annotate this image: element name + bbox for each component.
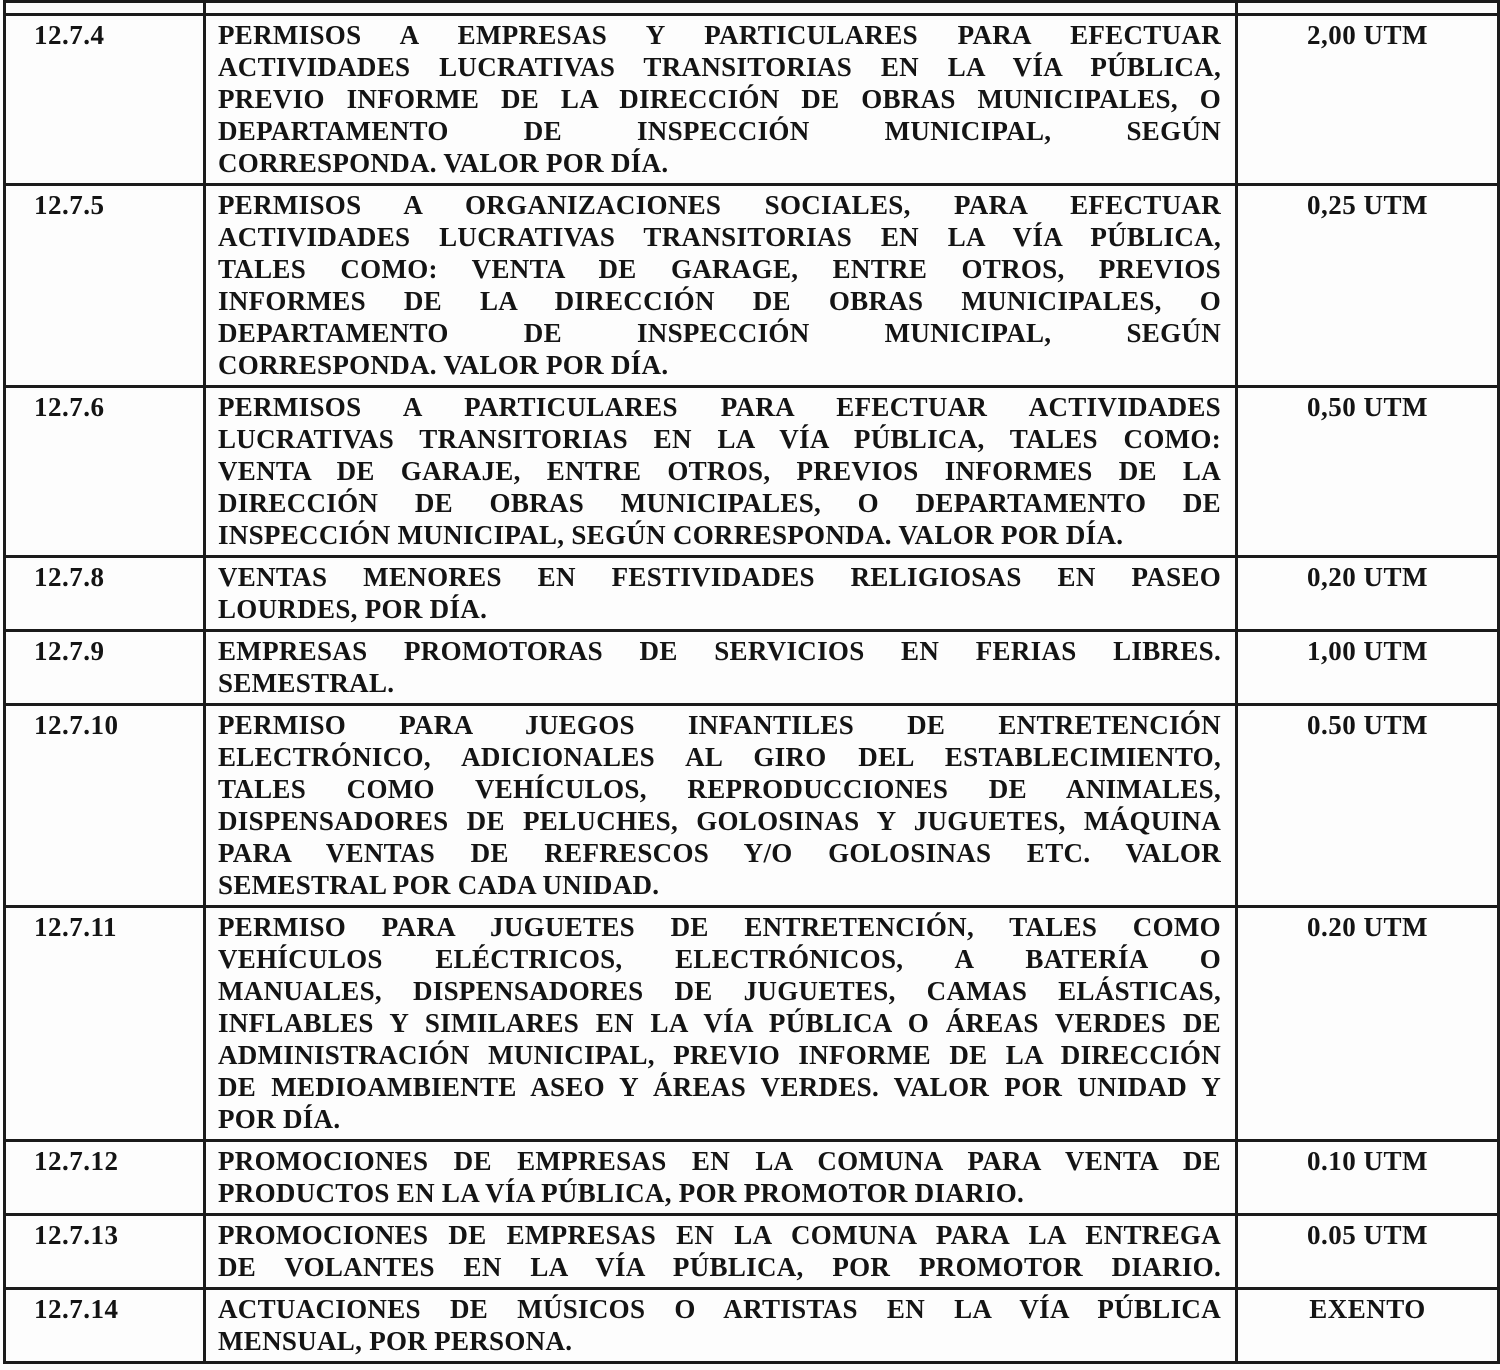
description-line: SEMESTRAL POR CADA UNIDAD. (218, 870, 660, 900)
code-cell: 12.7.8 (5, 557, 205, 631)
code-cell: 12.7.12 (5, 1141, 205, 1215)
description-line: PERMISOS A EMPRESAS Y PARTICULARES PARA EFECTUAR (218, 20, 1221, 50)
tariff-table (3, 0, 1500, 1364)
value-cell: 0,50 UTM (1237, 387, 1499, 557)
description-line: ELECTRÓNICO, ADICIONALES AL GIRO DEL ESTABLECIMIENTO, (218, 742, 1221, 772)
description-line: SEMESTRAL. (218, 668, 395, 698)
description-line: ACTUACIONES DE MÚSICOS O ARTISTAS EN LA VÍA PÚBLICA (218, 1294, 1221, 1324)
description-line: ACTIVIDADES LUCRATIVAS TRANSITORIAS EN LA VÍA PÚBLICA, (218, 222, 1221, 252)
description-line: DIRECCIÓN DE OBRAS MUNICIPALES, O DEPARTAMENTO DE (218, 488, 1221, 518)
description-line: PERMISO PARA JUEGOS INFANTILES DE ENTRETENCIÓN (218, 710, 1221, 740)
description-line: VEHÍCULOS ELÉCTRICOS, ELECTRÓNICOS, A BATERÍA O (218, 944, 1221, 974)
value-cell: 0,20 UTM (1237, 557, 1499, 631)
description-line: TALES COMO VEHÍCULOS, REPRODUCCIONES DE ANIMALES, (218, 774, 1221, 804)
description-cell (205, 1215, 1237, 1289)
description-line: INFORMES DE LA DIRECCIÓN DE OBRAS MUNICIPALES, O (218, 286, 1221, 316)
description-line: CORRESPONDA. VALOR POR DÍA. (218, 350, 669, 380)
description-line: PERMISOS A PARTICULARES PARA EFECTUAR ACTIVIDADES (218, 392, 1221, 422)
description-line: VENTA DE GARAJE, ENTRE OTROS, PREVIOS INFORMES DE LA (218, 456, 1221, 486)
table-row-fragment (5, 2, 1499, 15)
description-line: CORRESPONDA. VALOR POR DÍA. (218, 148, 669, 178)
code-cell: 12.7.11 (5, 907, 205, 1141)
description-line: POR DÍA. (218, 1104, 341, 1134)
description-line: DE MEDIOAMBIENTE ASEO Y ÁREAS VERDES. VALOR POR UNIDAD Y (218, 1072, 1221, 1102)
table-row (5, 705, 1499, 907)
code-cell: 12.7.10 (5, 705, 205, 907)
table-row (5, 1141, 1499, 1215)
description-line: INSPECCIÓN MUNICIPAL, SEGÚN CORRESPONDA. VALOR POR DÍA. (218, 520, 1124, 550)
code-cell: 12.7.4 (5, 15, 205, 185)
value-cell: 0,25 UTM (1237, 185, 1499, 387)
table-row (5, 557, 1499, 631)
description-line: MENSUAL, POR PERSONA. (218, 1326, 573, 1356)
empty-cell (1237, 2, 1499, 15)
table-row (5, 387, 1499, 557)
table-row (5, 15, 1499, 185)
description-line: PROMOCIONES DE EMPRESAS EN LA COMUNA PARA LA ENTREGA (218, 1220, 1221, 1250)
description-cell (205, 387, 1237, 557)
description-cell (205, 557, 1237, 631)
description-line: LOURDES, POR DÍA. (218, 594, 488, 624)
code-cell: 12.7.9 (5, 631, 205, 705)
description-line: PREVIO INFORME DE LA DIRECCIÓN DE OBRAS MUNICIPALES, O (218, 84, 1221, 114)
value-cell: EXENTO (1237, 1289, 1499, 1363)
description-cell (205, 1141, 1237, 1215)
value-cell: 0.05 UTM (1237, 1215, 1499, 1289)
description-line: PERMISO PARA JUGUETES DE ENTRETENCIÓN, TALES COMO (218, 912, 1221, 942)
empty-cell (5, 2, 205, 15)
value-cell: 1,00 UTM (1237, 631, 1499, 705)
code-cell: 12.7.6 (5, 387, 205, 557)
description-line: PROMOCIONES DE EMPRESAS EN LA COMUNA PARA VENTA DE (218, 1146, 1221, 1176)
empty-cell (205, 2, 1237, 15)
description-line: ACTIVIDADES LUCRATIVAS TRANSITORIAS EN LA VÍA PÚBLICA, (218, 52, 1221, 82)
value-cell: 0.10 UTM (1237, 1141, 1499, 1215)
value-cell: 0.20 UTM (1237, 907, 1499, 1141)
description-line: DEPARTAMENTO DE INSPECCIÓN MUNICIPAL, SEGÚN (218, 116, 1221, 146)
description-cell (205, 631, 1237, 705)
description-cell (205, 15, 1237, 185)
description-line: PARA VENTAS DE REFRESCOS Y/O GOLOSINAS ETC. VALOR (218, 838, 1221, 868)
table-row (5, 631, 1499, 705)
description-cell (205, 185, 1237, 387)
table-row (5, 185, 1499, 387)
value-cell: 0.50 UTM (1237, 705, 1499, 907)
code-cell: 12.7.5 (5, 185, 205, 387)
description-line: PRODUCTOS EN LA VÍA PÚBLICA, POR PROMOTOR DIARIO. (218, 1178, 1025, 1208)
description-line: MANUALES, DISPENSADORES DE JUGUETES, CAMAS ELÁSTICAS, (218, 976, 1221, 1006)
description-line: INFLABLES Y SIMILARES EN LA VÍA PÚBLICA O ÁREAS VERDES DE (218, 1008, 1221, 1038)
description-line: DEPARTAMENTO DE INSPECCIÓN MUNICIPAL, SEGÚN (218, 318, 1221, 348)
description-line: VENTAS MENORES EN FESTIVIDADES RELIGIOSAS EN PASEO (218, 562, 1221, 592)
description-line: DE VOLANTES EN LA VÍA PÚBLICA, POR PROMOTOR DIARIO. (218, 1252, 1221, 1282)
description-line: LUCRATIVAS TRANSITORIAS EN LA VÍA PÚBLICA, TALES COMO: (218, 424, 1221, 454)
value-cell: 2,00 UTM (1237, 15, 1499, 185)
description-line: ADMINISTRACIÓN MUNICIPAL, PREVIO INFORME DE LA DIRECCIÓN (218, 1040, 1221, 1070)
table-row (5, 907, 1499, 1141)
table-row (5, 1289, 1499, 1363)
description-line: PERMISOS A ORGANIZACIONES SOCIALES, PARA EFECTUAR (218, 190, 1221, 220)
description-cell (205, 1289, 1237, 1363)
description-line: TALES COMO: VENTA DE GARAGE, ENTRE OTROS, PREVIOS (218, 254, 1221, 284)
description-cell (205, 907, 1237, 1141)
table-row (5, 1215, 1499, 1289)
description-cell (205, 705, 1237, 907)
code-cell: 12.7.14 (5, 1289, 205, 1363)
code-cell: 12.7.13 (5, 1215, 205, 1289)
description-line: EMPRESAS PROMOTORAS DE SERVICIOS EN FERIAS LIBRES. (218, 636, 1221, 666)
description-line: DISPENSADORES DE PELUCHES, GOLOSINAS Y JUGUETES, MÁQUINA (218, 806, 1221, 836)
